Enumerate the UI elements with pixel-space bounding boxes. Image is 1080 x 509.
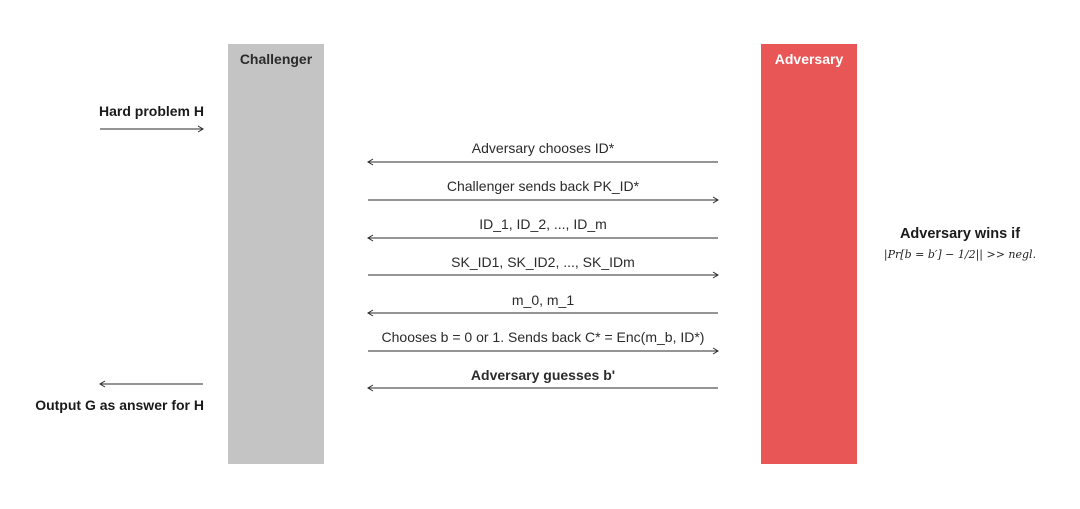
hard-problem-arrow [100,126,203,132]
message-arrow-6 [368,348,718,354]
message-arrow-1 [368,159,718,165]
win-condition-formula: |Pr[b = b′] − 1/2|| >> negl. [883,248,1037,261]
message-arrow-2 [368,197,718,203]
message-label-1: Adversary chooses ID* [471,140,615,156]
output-label: Output G as answer for H [35,397,204,413]
adversary-title: Adversary [774,51,844,67]
message-label-5: m_0, m_1 [511,292,575,308]
challenger-title: Challenger [239,51,313,67]
message-arrow-5 [368,310,718,316]
message-label-3: ID_1, ID_2, ..., ID_m [479,216,607,232]
message-label-2: Challenger sends back PK_ID* [446,178,640,194]
message-label-7: Adversary guesses b' [470,367,616,383]
message-label-4: SK_ID1, SK_ID2, ..., SK_IDm [451,254,635,270]
output-arrow [100,381,203,387]
message-label-6: Chooses b = 0 or 1. Sends back C* = Enc(m_b, ID*) [381,329,705,345]
message-arrow-3 [368,235,718,241]
win-condition-title: Adversary wins if [899,226,1021,242]
message-arrow-7 [368,385,718,391]
hard-problem-label: Hard problem H [98,103,204,119]
message-arrow-4 [368,272,718,278]
